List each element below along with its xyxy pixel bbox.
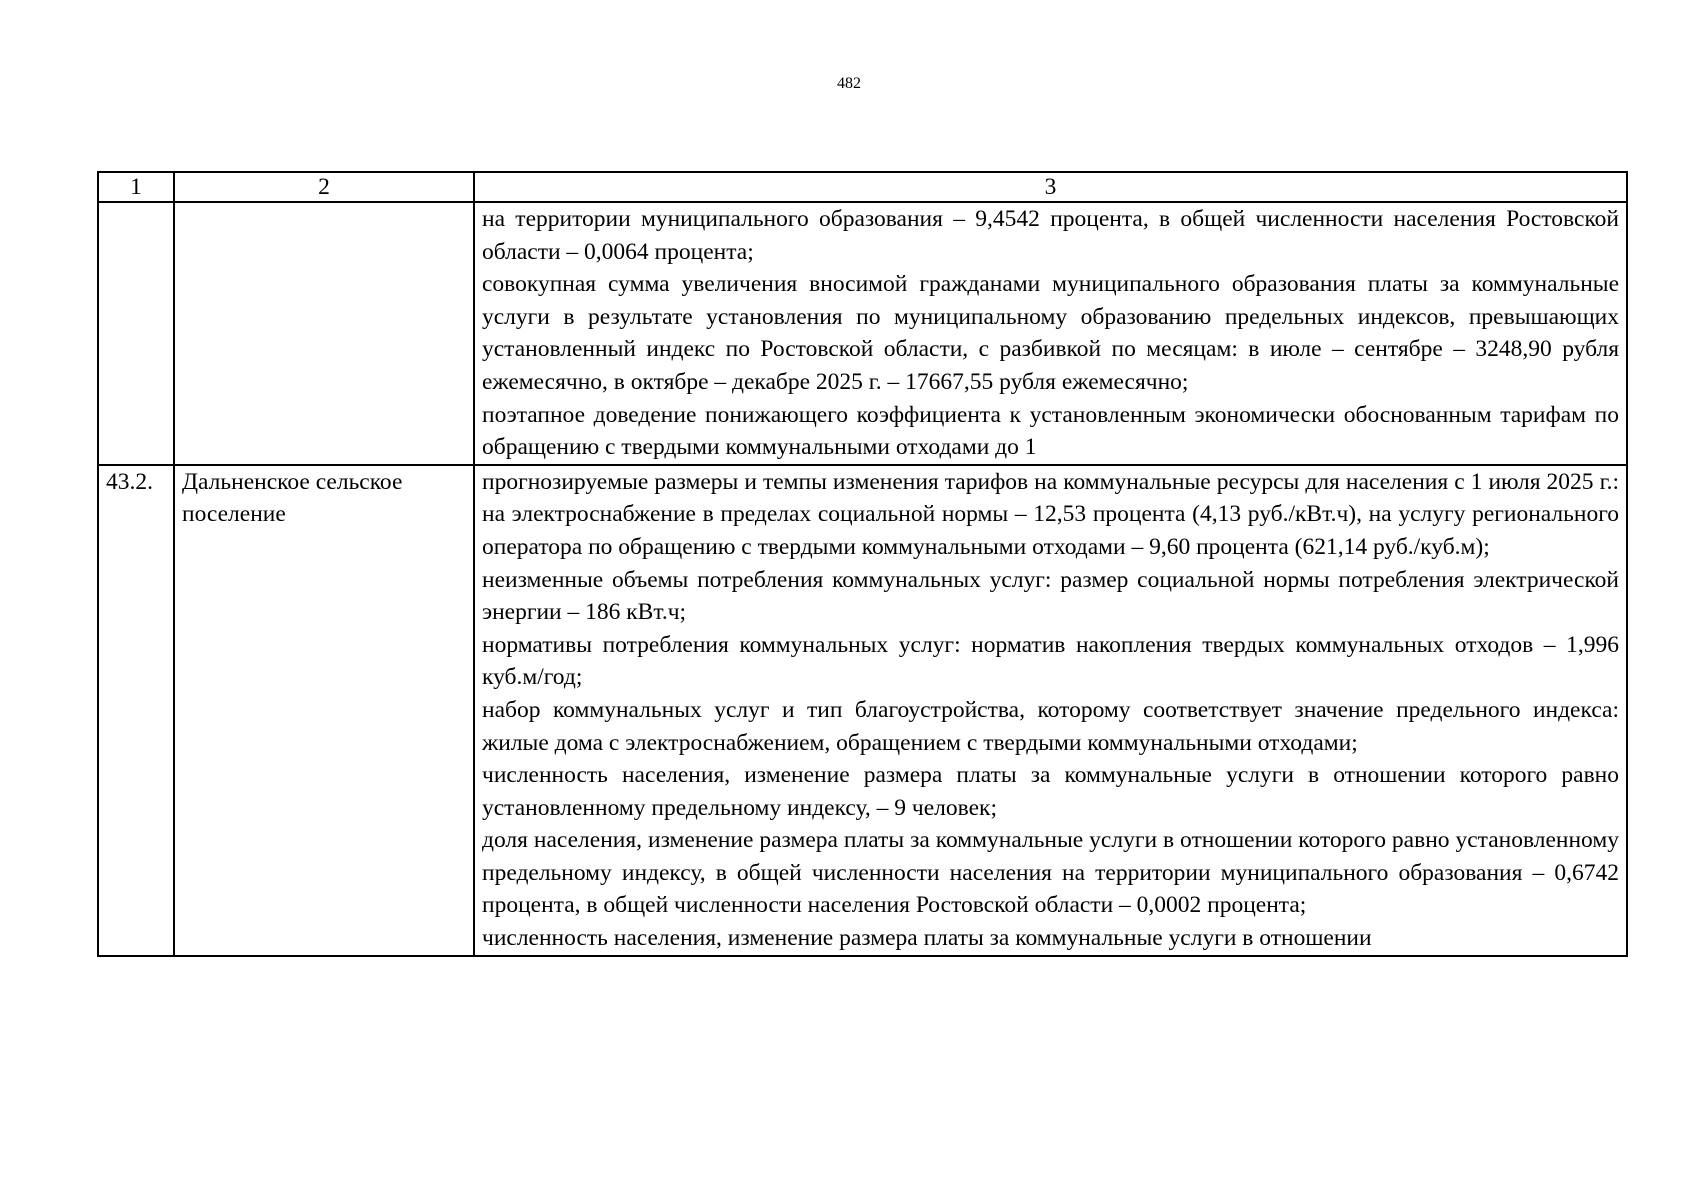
content-paragraph: прогнозируемые размеры и темпы изменения тарифов на коммунальные ресурсы для населения с 1 июля 2025 г.: на электроснабжение в пределах социальной нормы – 12,53 процента (4,13 руб./кВт.ч), на услугу регионального оператора по обращению с твердыми коммунальными отходами – 9,60 процента (621,14 руб./куб.м);	[482, 468, 1619, 560]
content-paragraph: доля населения, изменение размера платы за коммунальные услуги в отношении которого равно установленному предельному индексу, в общей численности населения на территории муниципального образования – 0,6742 процента, в общей численности населения Ростовской области – 0,0002 процента;	[482, 827, 1619, 919]
row-number: 43.2.	[98, 465, 174, 956]
table-header-row	[98, 172, 1627, 202]
content-paragraph: совокупная сумма увеличения вносимой гражданами муниципального образования платы за коммунальные услуги в результате установления по муниципальному образованию предельных индексов, превышающих установленный индекс по Ростовской области, с разбивкой по месяцам: в июле – сентябре – 3248,90 рубля ежемесячно, в октябре – декабре 2025 г. – 17667,55 рубля ежемесячно;	[482, 271, 1619, 395]
content-paragraph: нормативы потребления коммунальных услуг: норматив накопления твердых коммунальных отходов – 1,996 куб.м/год;	[482, 631, 1619, 691]
content-paragraph: поэтапное доведение понижающего коэффициента к установленным экономически обоснованным тарифам по обращению с твердыми коммунальными отходами до 1	[482, 401, 1619, 461]
content-paragraph: численность населения, изменение размера платы за коммунальные услуги в отношении которого равно установленному предельному индексу, – 9 человек;	[482, 762, 1619, 821]
municipality-name: Дальненское сельское поселение	[174, 465, 474, 956]
content-paragraph: на территории муниципального образования – 9,4542 процента, в общей численности населения Ростовской области – 0,0064 процента;	[482, 206, 1619, 265]
table-row	[98, 465, 1627, 956]
table-row	[98, 202, 1627, 465]
row-content	[474, 465, 1627, 956]
document-table	[97, 171, 1628, 957]
content-paragraph: численность населения, изменение размера платы за коммунальные услуги в отношении	[482, 925, 1372, 952]
column-header-2: 2	[174, 172, 474, 202]
content-paragraph: неизменные объемы потребления коммунальных услуг: размер социальной нормы потребления электрической энергии – 186 кВт.ч;	[482, 566, 1619, 626]
column-header-3: 3	[474, 172, 1627, 202]
column-header-1: 1	[98, 172, 174, 202]
content-paragraph: набор коммунальных услуг и тип благоустройства, которому соответствует значение предельного индекса: жилые дома с электроснабжением, обращением с твердыми коммунальными отходами;	[482, 696, 1619, 756]
municipality-name	[174, 202, 474, 465]
row-number	[98, 202, 174, 465]
page-number: 482	[837, 75, 861, 92]
row-content	[474, 202, 1627, 465]
